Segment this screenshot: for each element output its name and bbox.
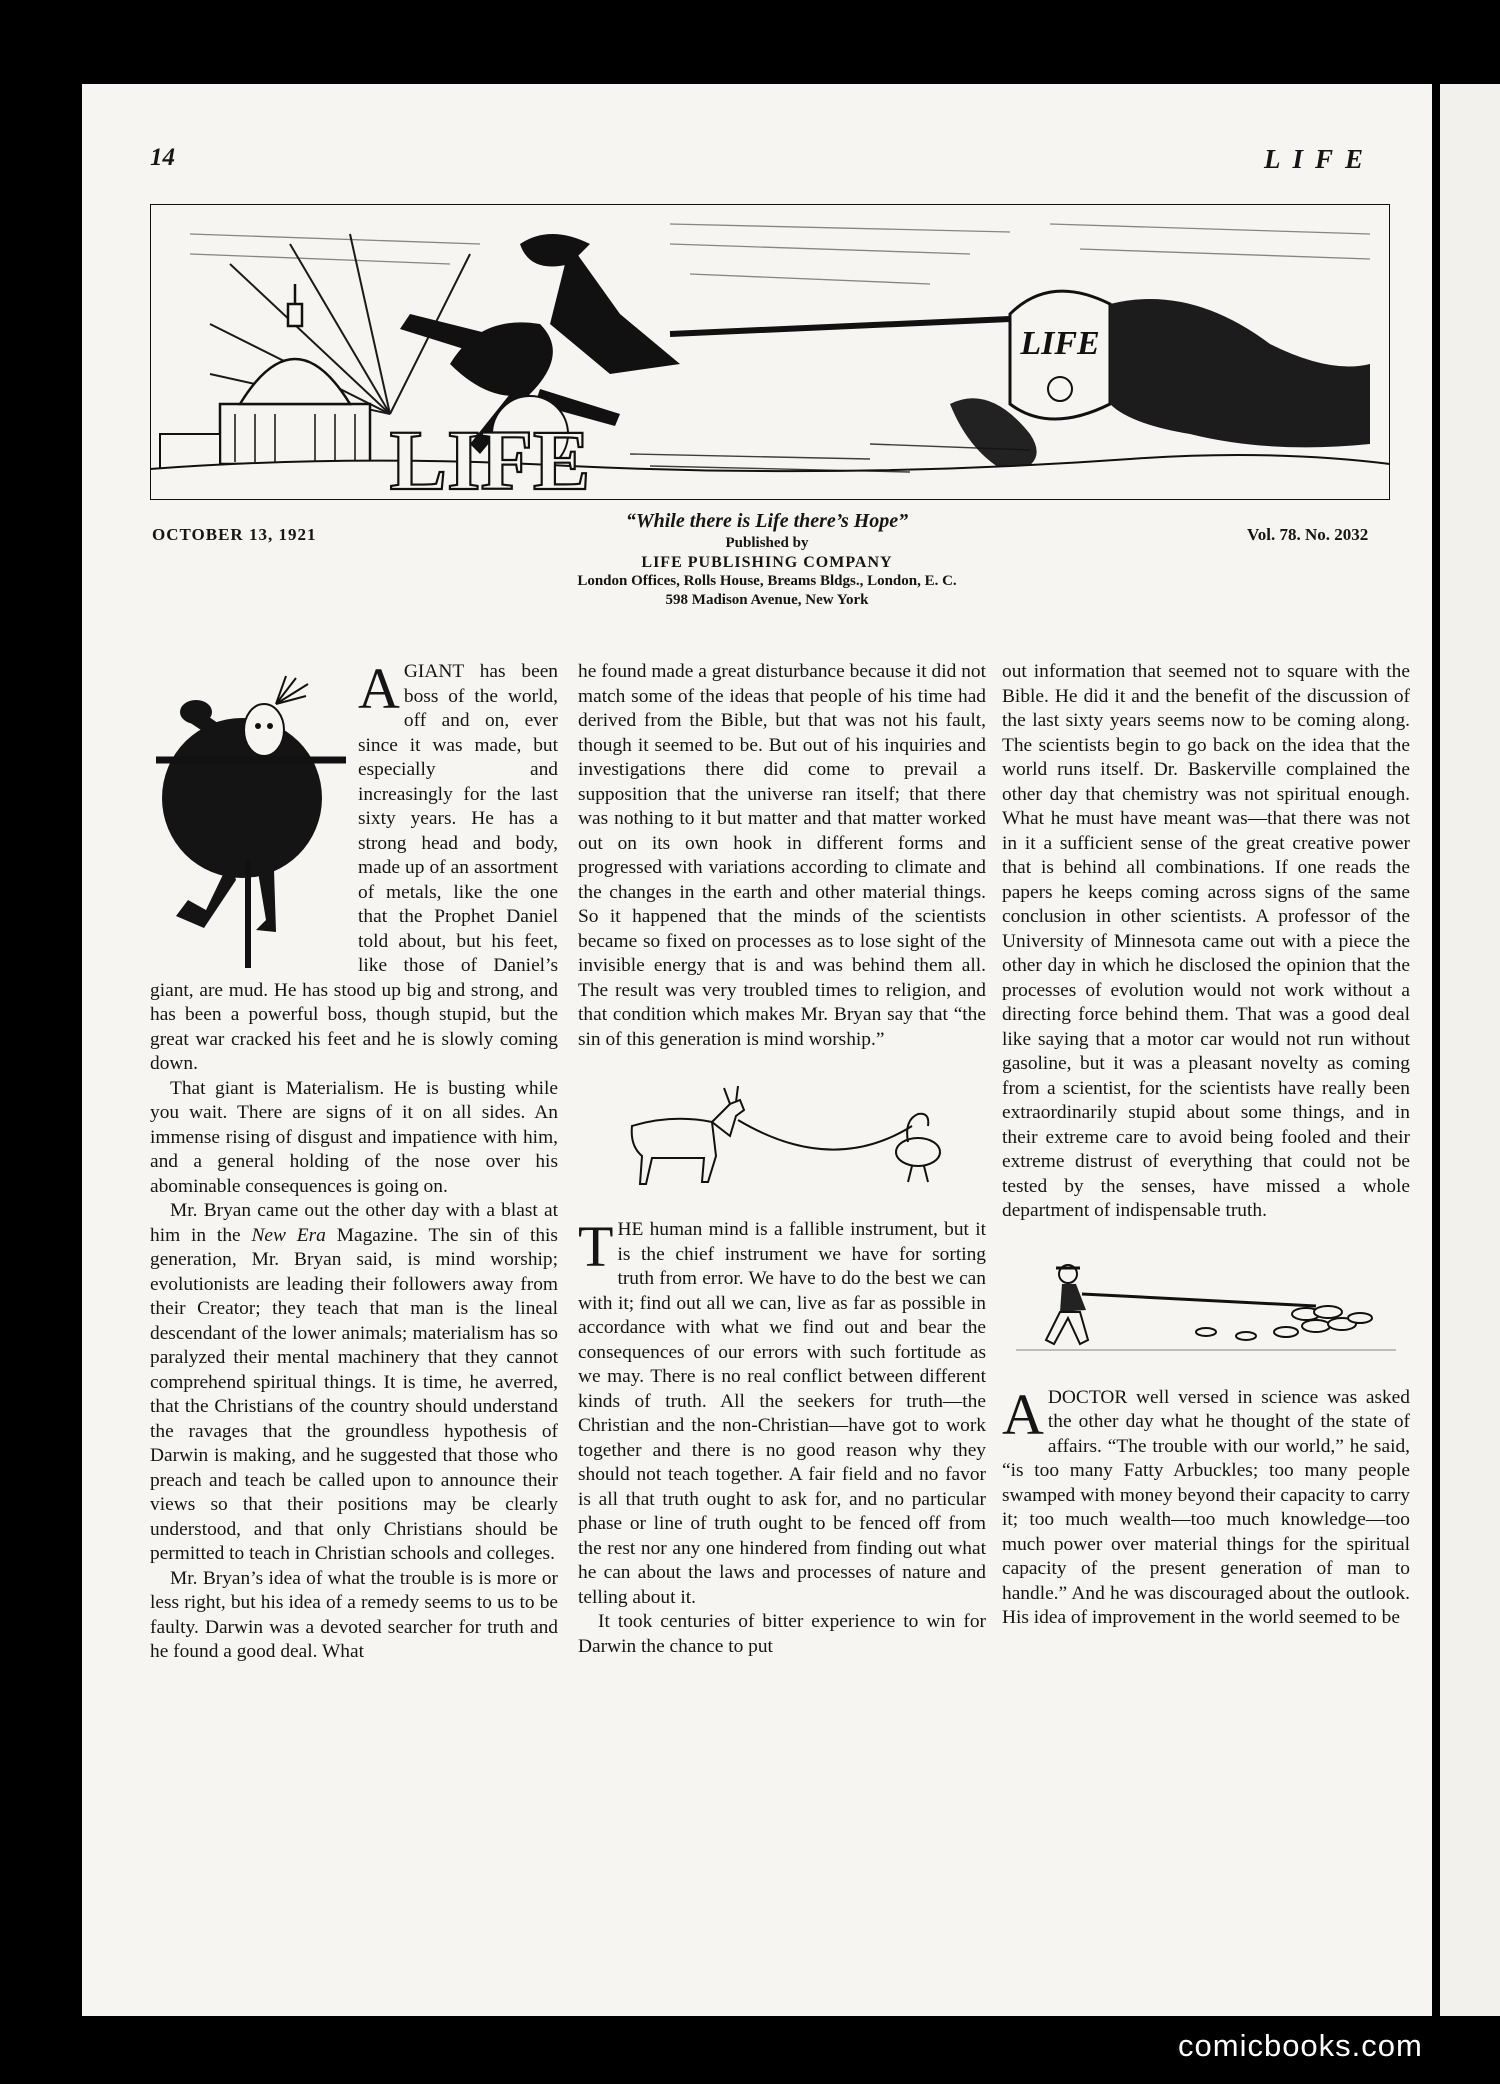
donkey-goose-illustration bbox=[612, 1086, 952, 1194]
paragraph bbox=[150, 1199, 558, 1567]
masthead-title: LIFE bbox=[1264, 144, 1376, 174]
watermark: comicbooks.com bbox=[1178, 2028, 1423, 2063]
magazine-page bbox=[82, 84, 1432, 2016]
paragraph: he found made a great disturbance because it did not match some of the ideas that people of his time had derived from the Bible, but that was not his fault, though it seemed to be. But out of his inquiries and investigations there did come to prevail a supposition that the universe ran itself; that there was nothing to it but matter and that matter worked out on its own hook in different forms and progressed with variations according to climate and the changes in the earth and other material things. So it happened that the minds of the scientists became so fixed on processes as to lose sight of the invisible energy that is and was behind them all. The result was very troubled times to religion, and that condition which makes Mr. Bryan say that “the sin of this generation is mind worship.” bbox=[578, 661, 986, 1050]
publication-info bbox=[472, 508, 1062, 610]
drop-cap: A bbox=[358, 660, 400, 721]
drop-cap: T bbox=[578, 1214, 614, 1279]
article-column-3 bbox=[1002, 660, 1410, 1950]
devil-cartoon-illustration bbox=[150, 204, 1390, 500]
life-logo-text: LIFE bbox=[389, 412, 591, 500]
article-column-2 bbox=[578, 660, 986, 1950]
article-column-1 bbox=[150, 660, 558, 1950]
magazine-name: New Era bbox=[251, 1224, 326, 1246]
next-page-edge bbox=[1440, 84, 1500, 2016]
new-york-address: 598 Madison Avenue, New York bbox=[665, 592, 869, 608]
published-by: Published by bbox=[725, 535, 809, 551]
scarecrow-illustration bbox=[150, 660, 352, 970]
page-number: 14 bbox=[150, 144, 175, 171]
man-pulling-rope-illustration bbox=[1016, 1254, 1396, 1358]
paragraph-text: Mr. Bryan came out the other day with a blast at him in the bbox=[150, 1200, 558, 1246]
paragraph: That giant is Materialism. He is busting while you wait. There are signs of it on all sides. An immense rising of disgust and impatience with him, and a general holding of the nose over his abominable consequences is going on. bbox=[150, 1077, 558, 1197]
issue-date: OCTOBER 13, 1921 bbox=[152, 525, 317, 544]
paragraph: out information that seemed not to square with the Bible. He did it and the benefit of the discussion of the last sixty years seems now to be coming along. The scientists begin to go back on the idea that the world runs itself. Dr. Baskerville complained the other day that chemistry was not spiritual enough. What he must have meant was—that there was not in it a sufficient sense of the great creative power that is behind all combinations. If one reads the papers he keeps coming across signs of the same conclusion in other scientists. A professor of the University of Minnesota came out with a piece the other day in which he disclosed the opinion that the processes of evolution would not work without a directing force behind them. That was a good deal like saying that a motor car would not run without gasoline, but it was a pleasant novelty as coming from a scientist, for the scientists have really been extraordinarily stupid about some things, and in their extreme care to avoid being fooled and their extreme distrust of everything that could not be tested by the senses, have missed a whole department of indispensable truth. bbox=[1002, 661, 1410, 1221]
drop-cap: A bbox=[1002, 1381, 1044, 1447]
volume-number: Vol. 78. No. 2032 bbox=[1247, 525, 1369, 544]
paragraph-text: HE human mind is a fallible instrument, but it is the chief instrument we have for sorting truth from error. We have to do the best we can with it; find out all we can, live as far as possible in accordance with what we find out and bear the consequences of our errors with such fortitude as we may. There is no real conflict between different kinds of truth. All the seekers for truth—the Christian and the non-Christian—have got to work together and there is no good reason why they should not teach together. A fair field and no favor is all that truth ought to ask for, and no particular phase or line of truth ought to be fenced off from the rest nor any one hindered from finding out what he can about the laws and processes of nature and telling about it. bbox=[578, 1219, 986, 1608]
london-offices: London Offices, Rolls House, Breams Bldgs., London, E. C. bbox=[577, 573, 957, 589]
paragraph-text: DOCTOR well versed in science was asked the other day what he thought of the state of affairs. “The trouble with our world,” he said, “is too many Fatty Arbuckles; too many people swamped with money beyond their capacity to carry it; too much wealth—too much knowledge—too much power over material things for the spiritual capacity of the present generation of man to handle.” And he was discouraged about the outlook. His idea of improvement in the world seemed to be bbox=[1002, 1386, 1410, 1628]
motto: “While there is Life there’s Hope” bbox=[625, 510, 909, 532]
paragraph: Mr. Bryan’s idea of what the trouble is is more or less right, but his idea of a remedy seems to us to be faulty. Darwin was a devoted searcher for truth and he found a good deal. What bbox=[150, 1567, 558, 1662]
publisher-name: LIFE PUBLISHING COMPANY bbox=[641, 554, 893, 571]
paragraph-text: Magazine. The sin of this generation, Mr. Bryan said, is mind worship; evolutionists are leading their followers away from their Creator; they teach that man is the lineal descendant of the lower animals; materialism has so paralyzed their mental machinery that they cannot comprehend spiritual things. It is time, he averred, that the Christians of the country should understand the ravages that the groundless hypothesis of Darwin is making, and he suggested that those who preach and teach be called upon to announce their views so that their positions may be clearly understood, and that only Christians should be permitted to teach in Christian schools and colleges. bbox=[150, 1224, 558, 1564]
paragraph-text: GIANT has been boss of the world, off and on, ever since it was made, but especially and increasingly for the last sixty years. He has a strong head and body, made up of an assortment of metals, like the one that the Prophet Daniel told about, but his feet, like those of Daniel’s giant, are mud. He has stood up big and strong, and has been a powerful boss, though stupid, but the great war cracked his feet and he is slowly coming down. bbox=[150, 661, 558, 1074]
shield-text: LIFE bbox=[1020, 325, 1100, 362]
paragraph: It took centuries of bitter experience to win for Darwin the chance to put bbox=[578, 1611, 986, 1657]
